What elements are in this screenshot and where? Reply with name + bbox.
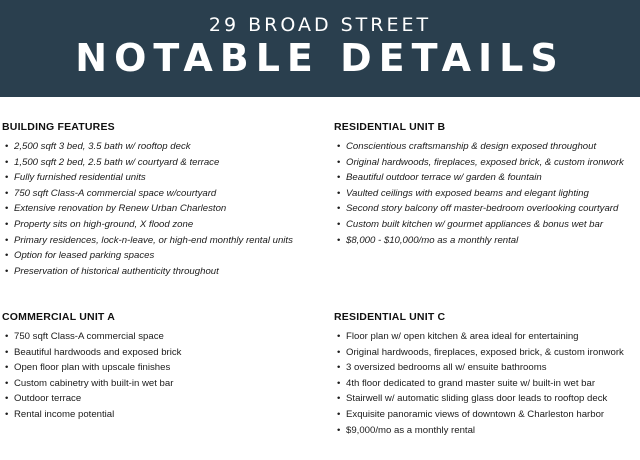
list-item: • 2,500 sqft 3 bed, 3.5 bath w/ rooftop deck <box>2 139 293 155</box>
list-item: • Fully furnished residential units <box>2 170 293 186</box>
list-item: • Property sits on high-ground, X flood zone <box>2 217 293 233</box>
list-item: • Outdoor terrace <box>2 391 181 407</box>
section-heading: RESIDENTIAL UNIT B <box>334 121 446 133</box>
header-banner <box>0 0 640 97</box>
commercial-unit-a-section <box>2 311 181 423</box>
list-item: • 4th floor dedicated to grand master suite w/ built-in wet bar <box>334 376 624 392</box>
list-item: • Original hardwoods, fireplaces, exposed brick, & custom ironwork <box>334 345 624 361</box>
list-item: • Preservation of historical authenticity throughout <box>2 264 293 280</box>
list-item: • 3 oversized bedrooms all w/ ensuite bathrooms <box>334 360 624 376</box>
list-item: • Vaulted ceilings with exposed beams and elegant lighting <box>334 186 624 202</box>
feature-list <box>2 329 181 423</box>
list-item: • Beautiful hardwoods and exposed brick <box>2 345 181 361</box>
list-item: • Extensive renovation by Renew Urban Charleston <box>2 201 293 217</box>
residential-unit-c-section <box>334 311 624 438</box>
list-item: • 750 sqft Class-A commercial space <box>2 329 181 345</box>
list-item: • Conscientious craftsmanship & design exposed throughout <box>334 139 624 155</box>
section-heading: RESIDENTIAL UNIT C <box>334 311 446 323</box>
list-item: • Custom built kitchen w/ gourmet appliances & bonus wet bar <box>334 217 624 233</box>
list-item: • Stairwell w/ automatic sliding glass door leads to rooftop deck <box>334 391 624 407</box>
list-item: • Floor plan w/ open kitchen & area ideal for entertaining <box>334 329 624 345</box>
list-item: • Primary residences, lock-n-leave, or high-end monthly rental units <box>2 233 293 249</box>
property-address: 29 BROAD STREET <box>208 14 432 36</box>
building-features-section <box>2 121 293 279</box>
list-item: • Exquisite panoramic views of downtown & Charleston harbor <box>334 407 624 423</box>
list-item: • 750 sqft Class-A commercial space w/courtyard <box>2 186 293 202</box>
feature-list <box>334 139 624 248</box>
list-item: • Custom cabinetry with built-in wet bar <box>2 376 181 392</box>
list-item: • Rental income potential <box>2 407 181 423</box>
residential-unit-b-section <box>334 121 624 248</box>
list-item: • $9,000/mo as a monthly rental <box>334 423 624 439</box>
section-heading: BUILDING FEATURES <box>2 121 115 133</box>
list-item: • Beautiful outdoor terrace w/ garden & fountain <box>334 170 624 186</box>
feature-list <box>2 139 293 279</box>
list-item: • $8,000 - $10,000/mo as a monthly rental <box>334 233 624 249</box>
feature-list <box>334 329 624 438</box>
section-heading: COMMERCIAL UNIT A <box>2 311 116 323</box>
page-title: NOTABLE DETAILS <box>75 36 565 80</box>
list-item: • Second story balcony off master-bedroom overlooking courtyard <box>334 201 624 217</box>
list-item: • Open floor plan with upscale finishes <box>2 360 181 376</box>
list-item: • Option for leased parking spaces <box>2 248 293 264</box>
list-item: • 1,500 sqft 2 bed, 2.5 bath w/ courtyard & terrace <box>2 155 293 171</box>
list-item: • Original hardwoods, fireplaces, exposed brick, & custom ironwork <box>334 155 624 171</box>
